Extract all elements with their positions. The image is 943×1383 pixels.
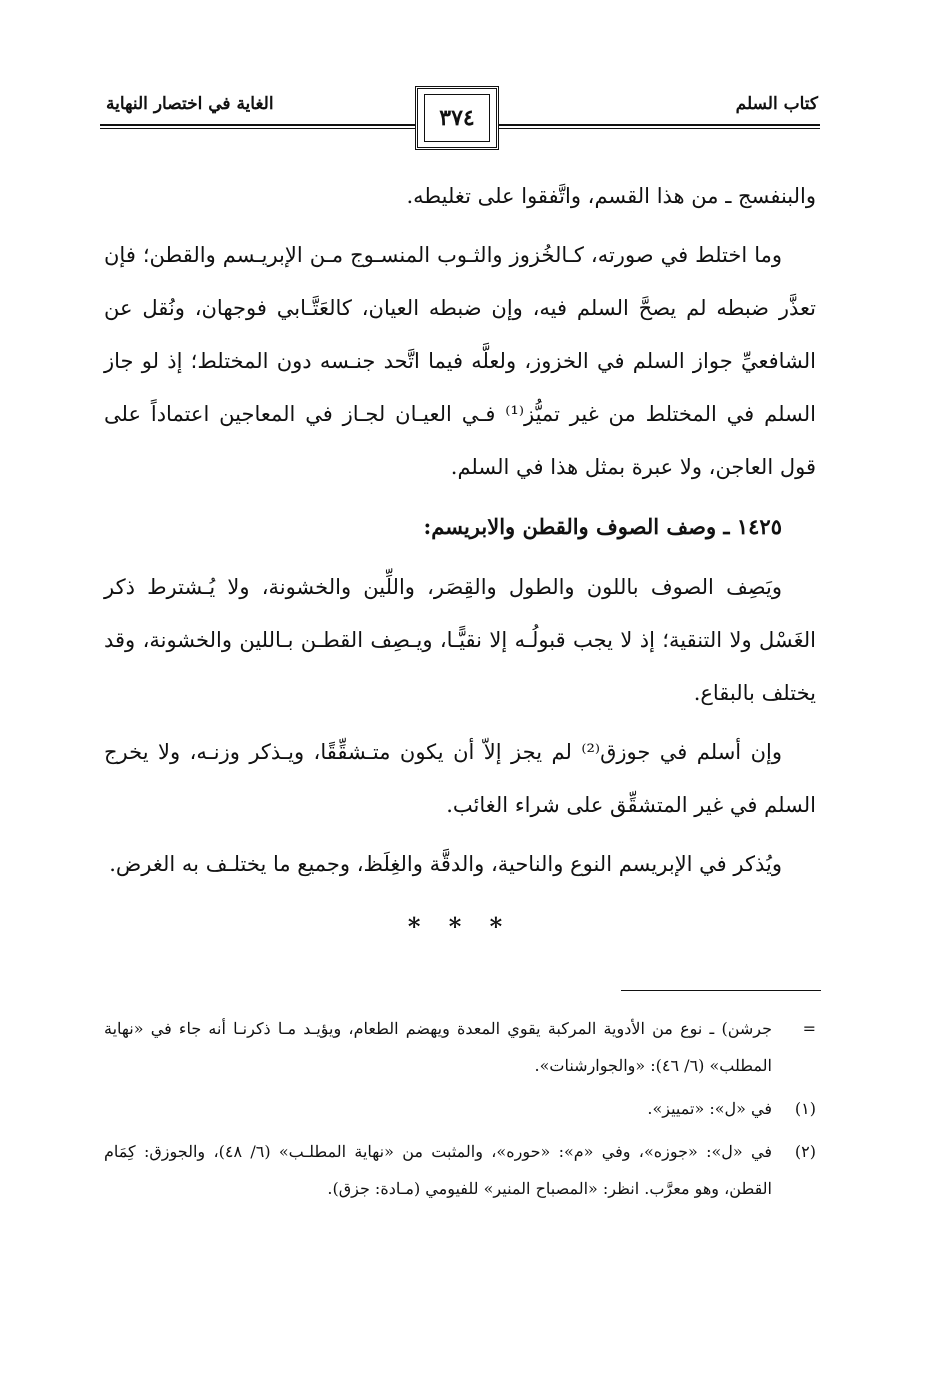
page-number-frame — [415, 86, 499, 150]
main-text — [104, 170, 816, 947]
paragraph: ويَصِف الصوف باللون والطول والقِصَر، واللِّين والخشونة، ولا يُـشترط ذكر الغَسْل ولا التنقية؛ إذ لا يجب قبولُـه إلا نقيًّـا، ويـصِف القطـن بـاللين والخشونة، وقد يختلف بالبقاع. — [104, 575, 816, 705]
footnote-text: جرشن) ـ نوع من الأدوية المركبة يقوي المعدة ويهضم الطعام، ويؤيـد مـا ذكرنـا أنه جاء في «نهاية المطلب» (٦/ ٤٦): «والجوارشنات». — [104, 1019, 772, 1075]
footnote — [104, 1090, 816, 1127]
footnote-rule — [621, 990, 821, 991]
footnote — [104, 1010, 816, 1084]
footnote — [104, 1133, 816, 1207]
footnotes — [104, 1010, 816, 1213]
footnote-text: في «ل»: «جوزه»، وفي «م»: «حوره»، والمثبت من «نهاية المطلـب» (٦/ ٤٨)، والجوزق: كِمَام القطن، وهو معرَّب. انظر: «المصباح المنير» للفيومي (مـادة: جزق). — [104, 1142, 772, 1198]
footnote-text: في «ل»: «تمييز». — [647, 1099, 772, 1118]
footnote-marker: (٢) — [794, 1142, 816, 1161]
page-number: ٣٧٤ — [424, 94, 490, 142]
footnote-marker: (١) — [794, 1099, 816, 1118]
section-separator: * * * — [407, 912, 513, 941]
footnote-marker: = — [802, 1019, 816, 1038]
paragraph: ويُذكر في الإبريسم النوع والناحية، والدقَّة والغِلَظ، وجميع ما يختلـف به الغرض. — [109, 852, 782, 876]
header-book-title: الغاية في اختصار النهاية — [106, 94, 274, 114]
header-section-title: كتاب السلم — [735, 94, 818, 114]
paragraph: والبنفسج ـ من هذا القسم، واتَّفقوا على تغليطه. — [406, 184, 816, 208]
running-header — [100, 86, 820, 156]
section-heading: ١٤٢٥ ـ وصف الصوف والقطن والابريسم: — [423, 514, 782, 539]
paragraph: وإن أسلم في جوزق⁽²⁾ لم يجز إلاّ أن يكون متـشقِّقًا، ويـذكر وزنـه، ولا يخرج السلم في غير المتشقِّق على شراء الغائب. — [104, 740, 816, 817]
paragraph: وما اختلط في صورته، كـالخُزوز والثـوب المنسـوج مـن الإبريـسم والقطن؛ فإن تعذَّر ضبطه لم يصحَّ السلم فيه، وإن ضبطه العيان، كالعَتَّـابي فوجهان، ونُقل عن الشافعيِّ جواز السلم في الخزوز، ولعلَّه فيما اتَّحد جنـسه دون المختلط؛ إذ لو جاز السلم في المختلط من غير تميُّز⁽¹⁾ فـي العيـان لجـاز في المعاجين اعتماداً على قول العاجن، ولا عبرة بمثل هذا في السلم. — [104, 243, 816, 479]
